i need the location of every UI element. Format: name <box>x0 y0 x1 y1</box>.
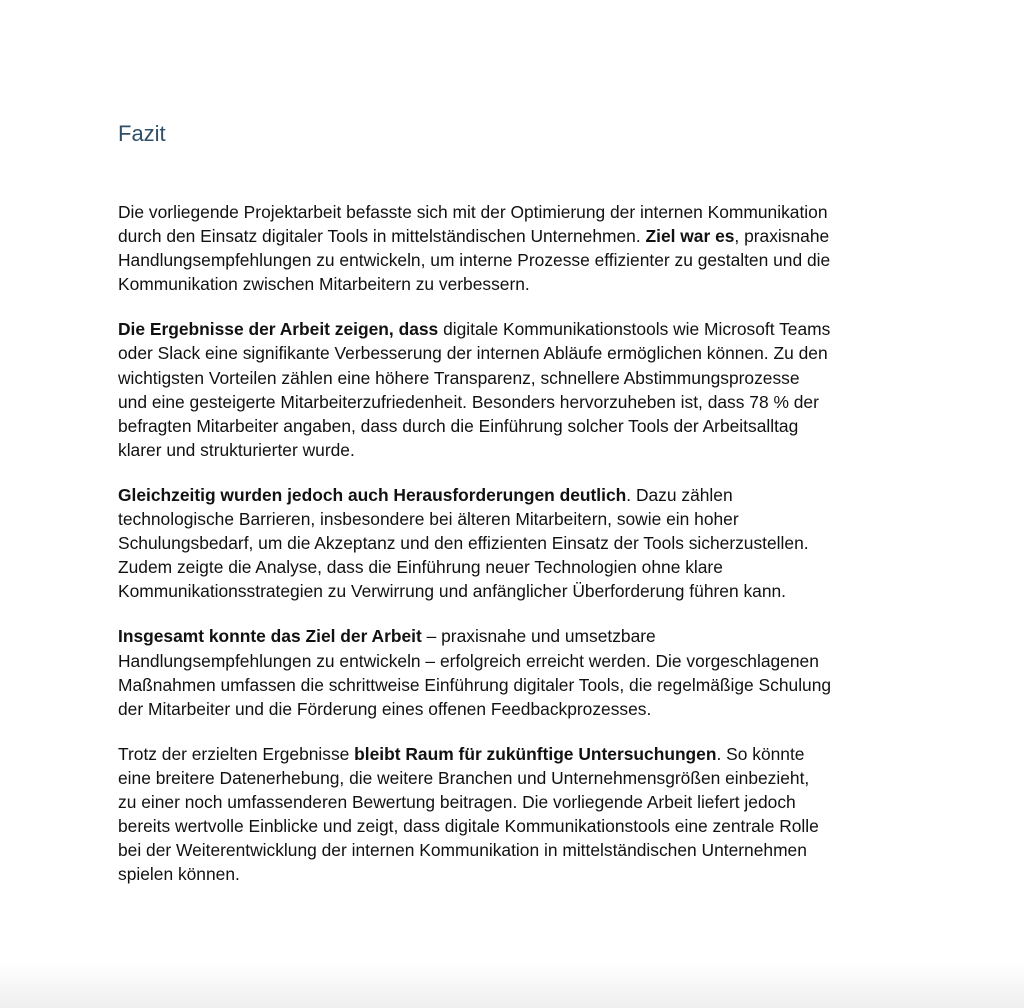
section-heading: Fazit <box>118 121 166 146</box>
bold-phrase: Insgesamt konnte das Ziel der Arbeit <box>118 626 422 647</box>
text-line: Gleichzeitig wurden jedoch auch Herausforderungen deutlich. Dazu zählen <box>118 484 733 505</box>
text-line: Kommunikationsstrategien zu Verwirrung und anfänglicher Überforderung führen kann. <box>118 581 786 602</box>
paragraph <box>118 200 918 296</box>
text-line: zu einer noch umfassenderen Bewertung beitragen. Die vorliegende Arbeit liefert jedoch <box>118 791 796 812</box>
text-line: Trotz der erzielten Ergebnisse bleibt Raum für zukünftige Untersuchungen. So könnte <box>118 743 805 764</box>
text-line: Schulungsbedarf, um die Akzeptanz und den effizienten Einsatz der Tools sicherzustellen. <box>118 533 809 554</box>
text-line: Handlungsempfehlungen zu entwickeln – erfolgreich erreicht werden. Die vorgeschlagenen <box>118 650 819 671</box>
text-line: Insgesamt konnte das Ziel der Arbeit – praxisnahe und umsetzbare <box>118 626 656 647</box>
text-line: spielen können. <box>118 864 240 885</box>
paragraph <box>118 483 918 603</box>
text-line: Kommunikation zwischen Mitarbeitern zu verbessern. <box>118 274 530 295</box>
text-line: Maßnahmen umfassen die schrittweise Einführung digitaler Tools, die regelmäßige Schulung <box>118 674 832 695</box>
paragraph <box>118 624 918 720</box>
bold-phrase: Ziel war es <box>645 226 735 247</box>
text-line: wichtigsten Vorteilen zählen eine höhere Transparenz, schnellere Abstimmungsprozesse <box>118 367 800 388</box>
text-line: und eine gesteigerte Mitarbeiterzufriedenheit. Besonders hervorzuheben ist, dass 78 % der <box>118 391 819 412</box>
text-line: bei der Weiterentwicklung der internen Kommunikation in mittelständischen Unternehmen <box>118 840 807 861</box>
bold-phrase: Die Ergebnisse der Arbeit zeigen, dass <box>118 319 439 340</box>
text-line: technologische Barrieren, insbesondere bei älteren Mitarbeitern, sowie ein hoher <box>118 509 739 530</box>
bottom-shadow <box>0 960 1024 1008</box>
text-line: befragten Mitarbeiter angaben, dass durch die Einführung solcher Tools der Arbeitsalltag <box>118 415 799 436</box>
text-line: Die Ergebnisse der Arbeit zeigen, dass digitale Kommunikationstools wie Microsoft Teams <box>118 319 831 340</box>
bold-phrase: Gleichzeitig wurden jedoch auch Herausforderungen deutlich <box>118 484 627 505</box>
text-line: oder Slack eine signifikante Verbesserung der internen Abläufe ermöglichen können. Zu den <box>118 343 828 364</box>
bold-phrase: bleibt Raum für zukünftige Untersuchungen <box>354 743 717 764</box>
document-body <box>118 200 918 907</box>
text-line: bereits wertvolle Einblicke und zeigt, dass digitale Kommunikationstools eine zentrale Rolle <box>118 816 819 837</box>
text-line: durch den Einsatz digitaler Tools in mittelständischen Unternehmen. Ziel war es, praxisnahe <box>118 226 830 247</box>
text-line: eine breitere Datenerhebung, die weitere Branchen und Unternehmensgrößen einbezieht, <box>118 767 810 788</box>
paragraph <box>118 742 918 887</box>
text-line: Die vorliegende Projektarbeit befasste sich mit der Optimierung der internen Kommunikation <box>118 202 828 222</box>
text-line: der Mitarbeiter und die Förderung eines offenen Feedbackprozesses. <box>118 698 652 719</box>
text-line: Handlungsempfehlungen zu entwickeln, um interne Prozesse effizienter zu gestalten und die <box>118 250 831 271</box>
text-line: Zudem zeigte die Analyse, dass die Einführung neuer Technologien ohne klare <box>118 557 723 578</box>
paragraph <box>118 317 918 462</box>
text-line: klarer und strukturierter wurde. <box>118 439 355 460</box>
